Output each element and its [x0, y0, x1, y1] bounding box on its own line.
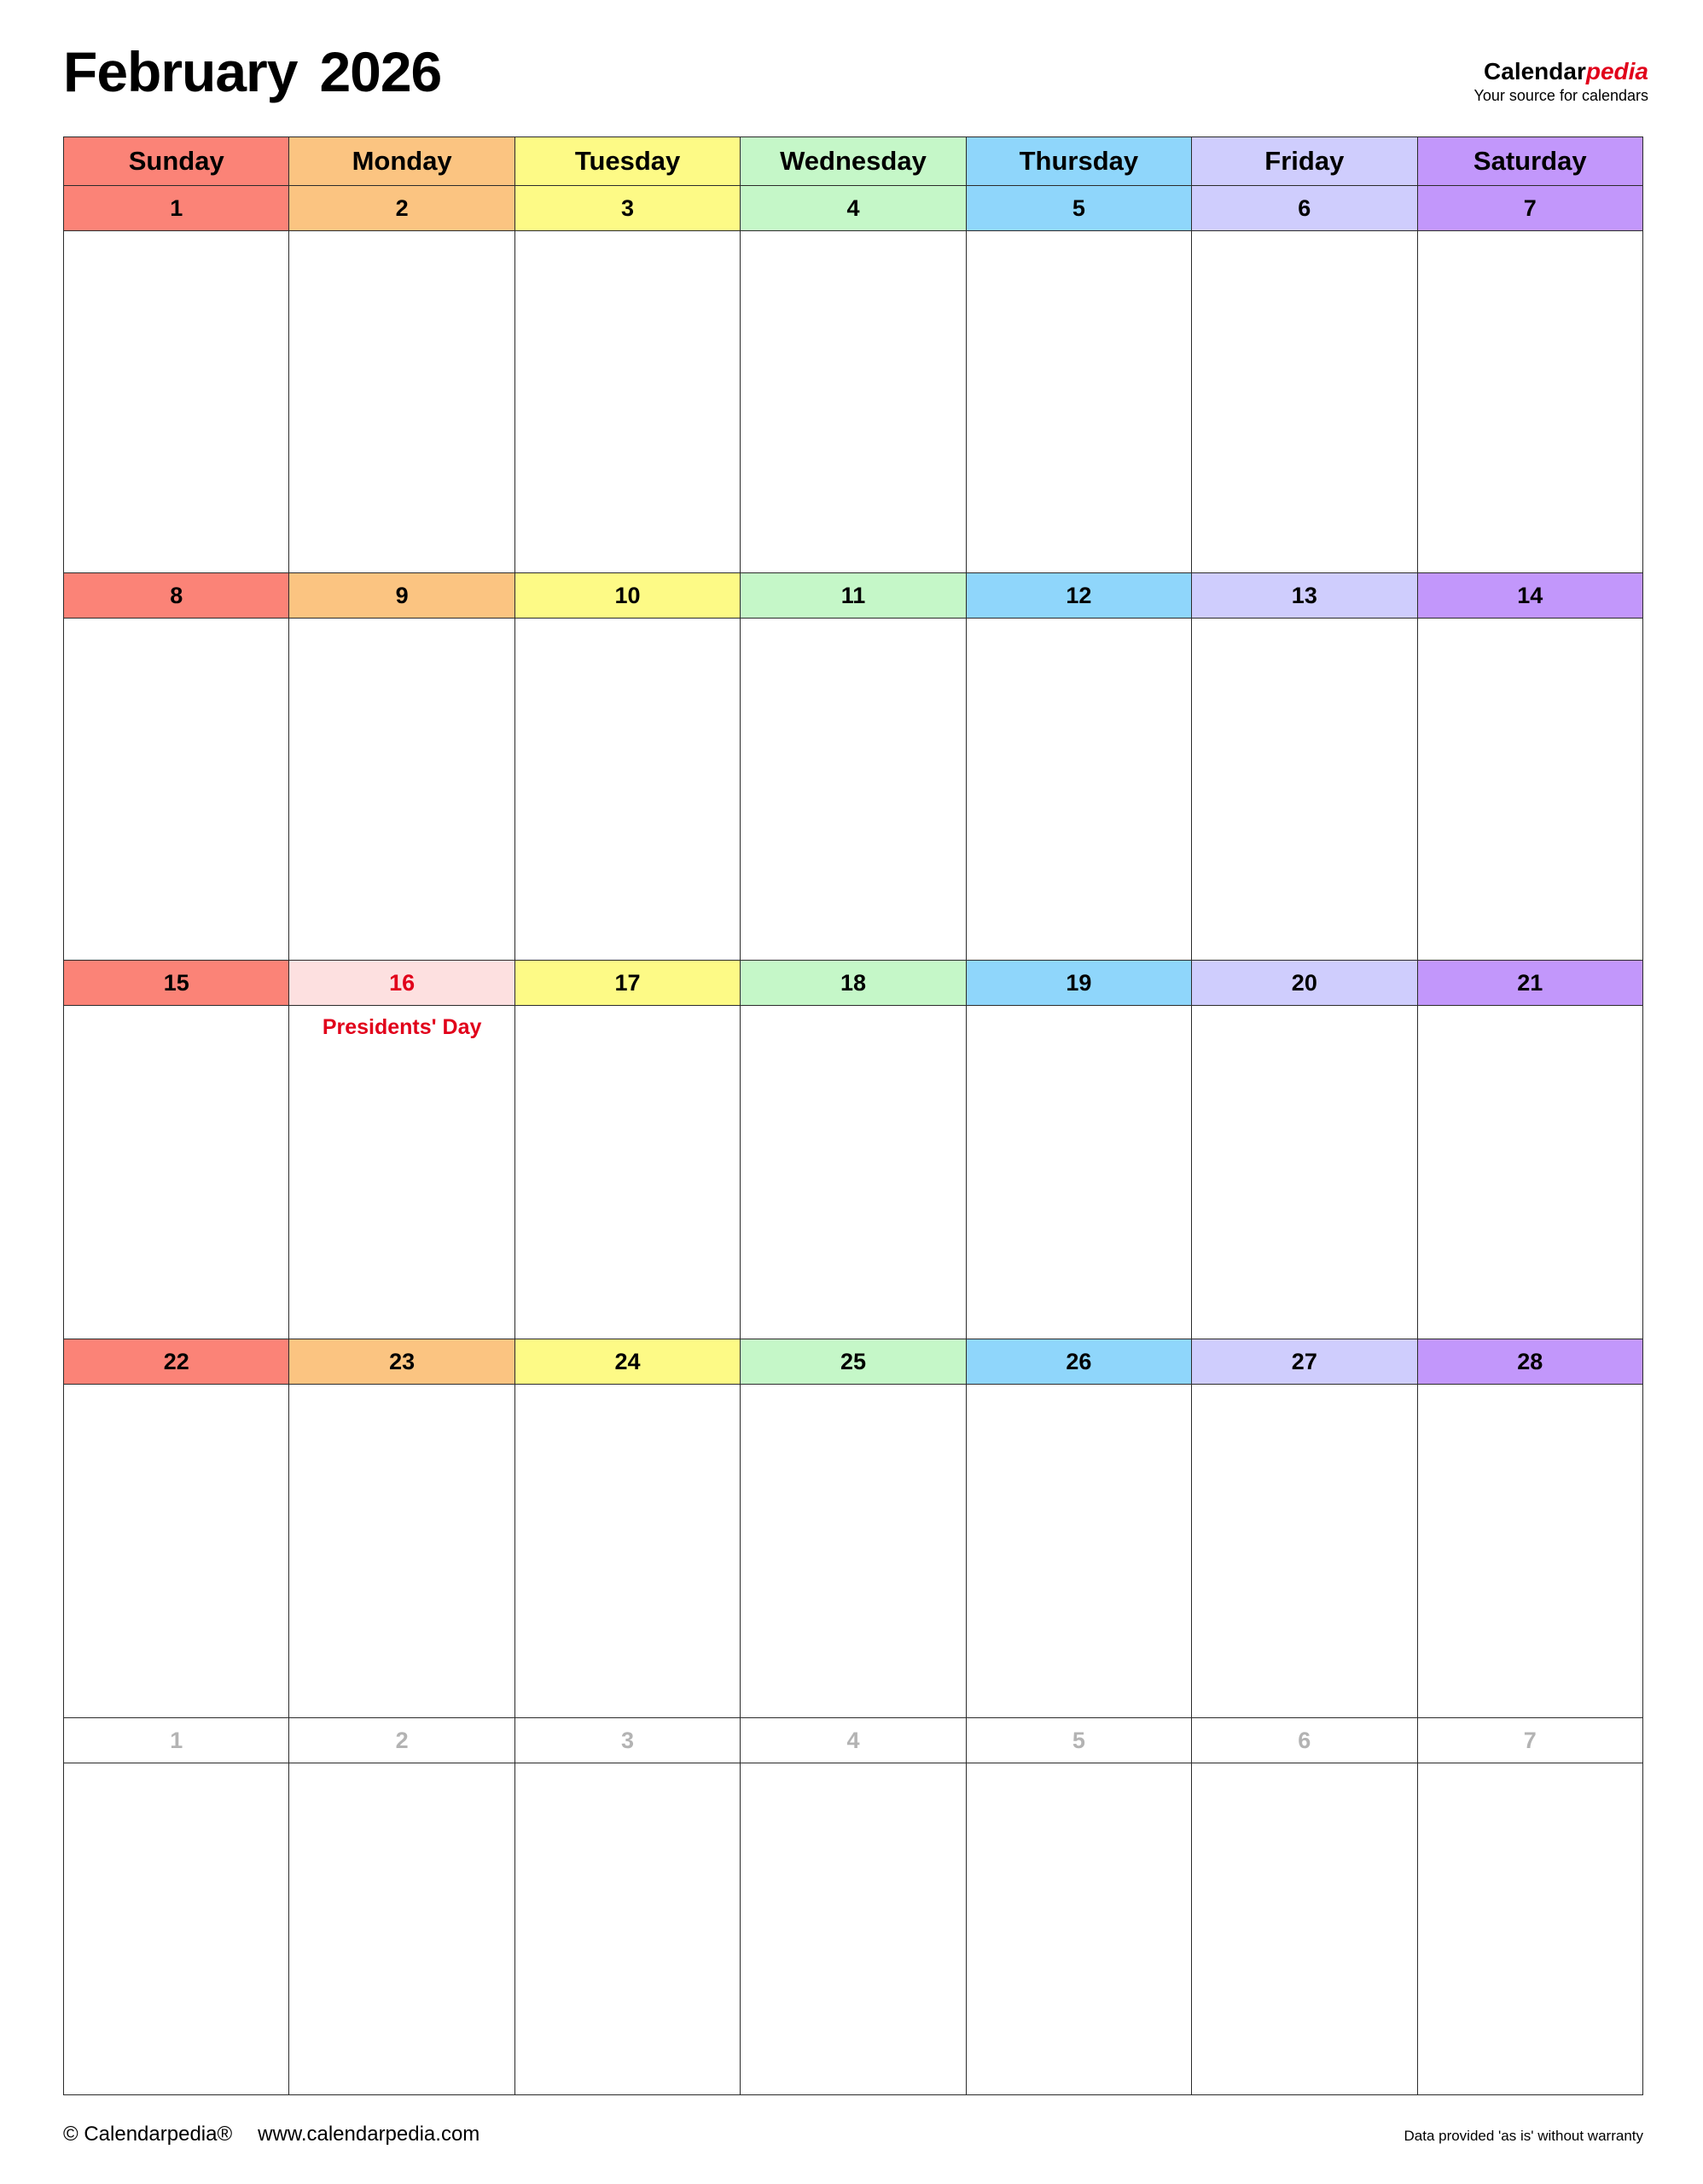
day-note-cell[interactable] [741, 1006, 966, 1339]
date-number-next-month[interactable]: 1 [64, 1718, 289, 1763]
day-note-cell[interactable] [1192, 1006, 1417, 1339]
day-note [64, 1763, 288, 1772]
weekday-header-tuesday: Tuesday [514, 137, 740, 186]
day-note-cell[interactable] [289, 231, 514, 573]
day-note [1418, 1385, 1642, 1393]
date-number[interactable]: 2 [289, 186, 514, 231]
note-row [64, 1763, 1643, 2095]
day-note [1192, 1006, 1416, 1014]
date-number[interactable]: 1 [64, 186, 289, 231]
day-note-cell[interactable] [741, 1385, 966, 1718]
date-number[interactable]: 10 [514, 573, 740, 619]
date-row [64, 573, 1643, 619]
day-note [741, 231, 965, 240]
date-number[interactable]: 12 [966, 573, 1191, 619]
day-note [967, 1385, 1191, 1393]
note-row [64, 1006, 1643, 1339]
date-number[interactable]: 20 [1192, 961, 1417, 1006]
brand-name [1474, 58, 1648, 85]
date-number[interactable]: 13 [1192, 573, 1417, 619]
day-note-cell[interactable] [1192, 231, 1417, 573]
note-row [64, 1385, 1643, 1718]
weekday-header-wednesday: Wednesday [741, 137, 966, 186]
day-note [1418, 619, 1642, 627]
date-number[interactable]: 23 [289, 1339, 514, 1385]
day-note-cell[interactable] [1417, 1763, 1642, 2095]
date-number[interactable]: 4 [741, 186, 966, 231]
day-note-cell[interactable] [1417, 619, 1642, 961]
day-note-cell[interactable] [741, 1763, 966, 2095]
day-note [289, 1385, 514, 1393]
date-number-next-month[interactable]: 2 [289, 1718, 514, 1763]
day-note-cell[interactable] [289, 1385, 514, 1718]
day-note-cell[interactable] [966, 1385, 1191, 1718]
day-note-cell[interactable] [1417, 1385, 1642, 1718]
day-note-cell[interactable] [966, 1006, 1191, 1339]
day-note-cell[interactable] [966, 619, 1191, 961]
day-note [967, 1006, 1191, 1014]
brand-name-part1: Calendar [1484, 58, 1586, 84]
date-number[interactable]: 21 [1417, 961, 1642, 1006]
footer-url[interactable]: www.calendarpedia.com [258, 2123, 480, 2146]
brand-name-part2: pedia [1585, 58, 1648, 84]
weekday-header-saturday: Saturday [1417, 137, 1642, 186]
date-row [64, 186, 1643, 231]
date-row [64, 1339, 1643, 1385]
footer-credit [63, 2123, 480, 2146]
day-note [1192, 231, 1416, 240]
day-note [515, 231, 740, 240]
day-note [741, 619, 965, 627]
note-row [64, 231, 1643, 573]
day-note [967, 619, 1191, 627]
day-note [64, 231, 288, 240]
weekday-header-row [64, 137, 1643, 186]
date-number[interactable]: 6 [1192, 186, 1417, 231]
day-note-cell[interactable] [1192, 1763, 1417, 2095]
brand-tagline: Your source for calendars [1473, 87, 1648, 105]
day-note [515, 1006, 740, 1014]
day-note-cell[interactable] [1192, 619, 1417, 961]
date-number-next-month[interactable]: 3 [514, 1718, 740, 1763]
date-number[interactable]: 28 [1417, 1339, 1642, 1385]
holiday-label: Presidents' Day [322, 1015, 482, 1039]
date-number[interactable]: 19 [966, 961, 1191, 1006]
day-note-cell[interactable] [1417, 231, 1642, 573]
date-number-next-month[interactable]: 4 [741, 1718, 966, 1763]
calendar-grid [63, 136, 1643, 2095]
day-note [741, 1385, 965, 1393]
day-note-cell[interactable] [64, 1006, 289, 1339]
date-number-next-month[interactable]: 6 [1192, 1718, 1417, 1763]
title-year: 2026 [319, 40, 442, 103]
date-number[interactable]: 11 [741, 573, 966, 619]
footer-copyright: © Calendarpedia® [63, 2123, 233, 2146]
date-number[interactable]: 5 [966, 186, 1191, 231]
day-note-cell[interactable] [64, 1385, 289, 1718]
day-note [515, 1385, 740, 1393]
date-number[interactable]: 25 [741, 1339, 966, 1385]
day-note [967, 1763, 1191, 1772]
date-row-next-month [64, 1718, 1643, 1763]
day-note [741, 1006, 965, 1014]
footer-disclaimer: Data provided 'as is' without warranty [1404, 2128, 1643, 2144]
day-note-cell[interactable] [741, 619, 966, 961]
date-number[interactable]: 26 [966, 1339, 1191, 1385]
day-note [64, 1006, 288, 1014]
date-number[interactable]: 7 [1417, 186, 1642, 231]
day-note [1418, 231, 1642, 240]
day-note [1192, 1763, 1416, 1772]
day-note-cell[interactable] [64, 231, 289, 573]
weekday-header-monday: Monday [289, 137, 514, 186]
day-note-cell[interactable] [514, 1385, 740, 1718]
weekday-header-friday: Friday [1192, 137, 1417, 186]
day-note-cell[interactable] [64, 619, 289, 961]
date-number[interactable]: 18 [741, 961, 966, 1006]
day-note-cell[interactable] [966, 231, 1191, 573]
date-number-next-month[interactable]: 7 [1417, 1718, 1642, 1763]
day-note [515, 619, 740, 627]
day-note [1418, 1006, 1642, 1014]
page-title [63, 39, 441, 104]
date-number[interactable]: 27 [1192, 1339, 1417, 1385]
day-note [967, 231, 1191, 240]
date-number[interactable]: 22 [64, 1339, 289, 1385]
date-number[interactable]: 8 [64, 573, 289, 619]
day-note-cell[interactable] [289, 619, 514, 961]
day-note [64, 1385, 288, 1393]
weekday-header-sunday: Sunday [64, 137, 289, 186]
day-note [289, 619, 514, 627]
title-month: February [63, 40, 298, 103]
page-header [63, 26, 1669, 111]
day-note-cell[interactable] [289, 1763, 514, 2095]
day-note [741, 1763, 965, 1772]
day-note [1192, 619, 1416, 627]
note-row [64, 619, 1643, 961]
day-note-cell[interactable] [514, 1763, 740, 2095]
day-note [289, 231, 514, 240]
day-note-cell[interactable] [966, 1763, 1191, 2095]
date-number-holiday[interactable]: 16 [289, 961, 514, 1006]
date-number[interactable]: 3 [514, 186, 740, 231]
day-note-cell[interactable] [64, 1763, 289, 2095]
date-number[interactable]: 9 [289, 573, 514, 619]
date-number[interactable]: 15 [64, 961, 289, 1006]
date-number[interactable]: 24 [514, 1339, 740, 1385]
day-note-cell[interactable] [741, 231, 966, 573]
day-note [1418, 1763, 1642, 1772]
day-note-cell[interactable] [1192, 1385, 1417, 1718]
day-note-cell[interactable] [514, 231, 740, 573]
page-footer [63, 2123, 1643, 2148]
date-row [64, 961, 1643, 1006]
brand-logo [1474, 58, 1648, 105]
date-number[interactable]: 17 [514, 961, 740, 1006]
date-number-next-month[interactable]: 5 [966, 1718, 1191, 1763]
day-note [515, 1763, 740, 1772]
day-note [289, 1763, 514, 1772]
day-note-cell[interactable] [1417, 1006, 1642, 1339]
weekday-header-thursday: Thursday [966, 137, 1191, 186]
day-note [1192, 1385, 1416, 1393]
date-number[interactable]: 14 [1417, 573, 1642, 619]
day-note-cell-holiday[interactable] [289, 1006, 514, 1339]
day-note-cell[interactable] [514, 619, 740, 961]
day-note [64, 619, 288, 627]
day-note-cell[interactable] [514, 1006, 740, 1339]
